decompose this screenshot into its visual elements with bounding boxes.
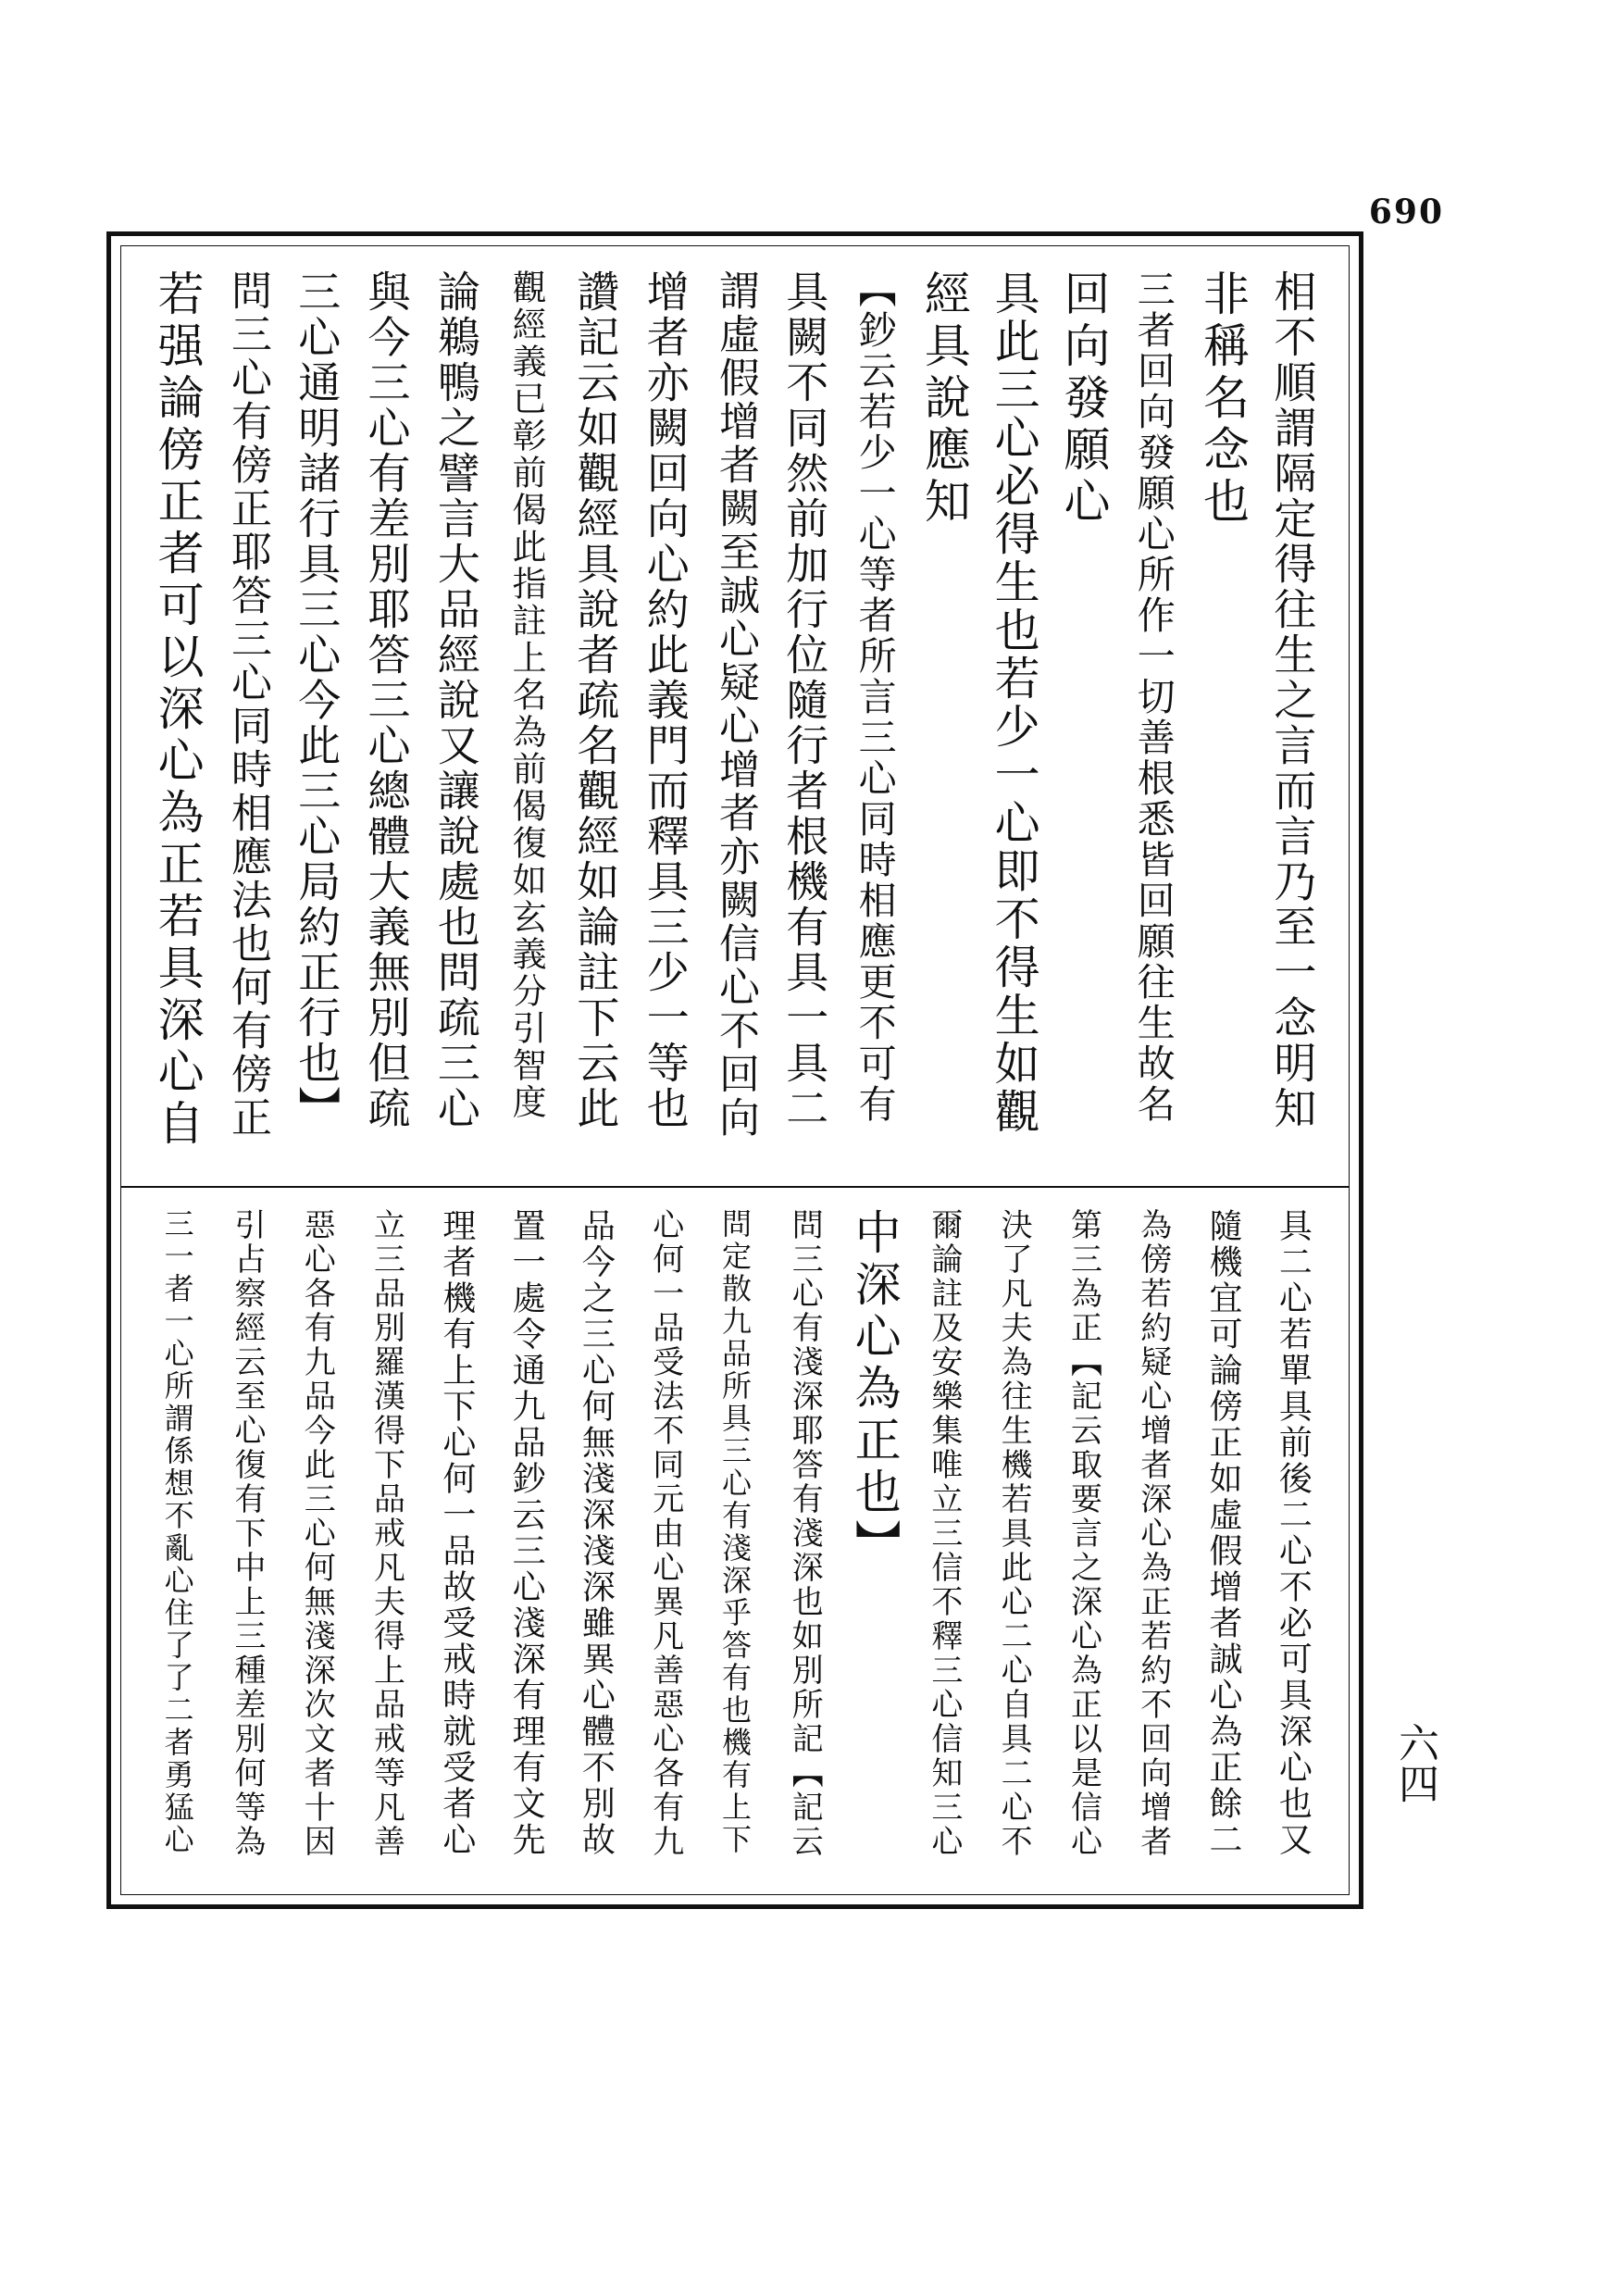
text-column: 三一者一心所謂係想不亂心住了了二者勇猛心 <box>159 1208 195 1856</box>
text-column: 心何一品受法不同元由心異凡善惡心各有九 <box>646 1208 684 1859</box>
bottom-text-block <box>143 1208 1327 1877</box>
text-column: 中深心為正也】 <box>847 1208 902 1571</box>
text-column: 謂虛假增者闕至誠心疑心增者亦闕信心不回向 <box>712 269 759 1140</box>
text-column: 立三品別羅漢得下品戒凡夫得上品戒等凡善 <box>367 1208 405 1859</box>
text-column: 理者機有上下心何一品故受戒時就受者心 <box>437 1208 476 1858</box>
text-column: 具二心若單具前後二心不必可具深心也又 <box>1274 1208 1313 1858</box>
text-column: 為傍若約疑心增者深心為正若約不回向增者 <box>1134 1208 1172 1859</box>
text-column: 具此三心必得生也若少一心即不得生如觀 <box>988 269 1041 1136</box>
text-column: 爾論註及安樂集唯立三信不釋三心信知三心 <box>925 1208 963 1859</box>
text-column: 經具說應知 <box>916 269 971 529</box>
text-column: 觀經義已彰前偈此指註上名為前偈復如玄義分引智度 <box>506 269 547 1121</box>
text-column: 論鵜鴨之譬言大品經說又讓說處也問疏三心 <box>430 269 481 1131</box>
text-column: 與今三心有差別耶答三心總體大義無別但疏 <box>361 269 412 1131</box>
text-column: 問三心有傍正耶答三心同時相應法也何有傍正 <box>223 269 271 1140</box>
block-divider <box>120 1186 1350 1188</box>
text-column: 具闕不同然前加行位隨行者根機有具一具二 <box>779 269 830 1131</box>
top-text-block <box>143 269 1327 1160</box>
side-page-number: 六四 <box>1391 1722 1438 1803</box>
text-column: 隨機宜可論傍正如虛假增者誠心為正餘二 <box>1204 1208 1243 1858</box>
page-number: 690 <box>1368 193 1444 231</box>
text-column: 惡心各有九品今此三心何無淺深次文者十因 <box>298 1208 336 1859</box>
text-column: 問定散九品所具三心有淺深乎答有也機有上下 <box>717 1208 753 1856</box>
text-column: 若强論傍正者可以深心為正若具深心自 <box>150 269 205 1151</box>
text-column: 三心通明諸行具三心今此三心局約正行也】 <box>292 269 342 1131</box>
text-column: 三者回向發願心所作一切善根悉皆回願往生故名 <box>1130 269 1176 1125</box>
text-column: 非稱名念也 <box>1196 269 1251 529</box>
text-column: 相不順謂隔定得往生之言而言乃至一念明知 <box>1267 269 1318 1131</box>
text-column: 第三為正【記云取要言之深心為正以是信心 <box>1064 1208 1102 1859</box>
text-column: 置一處令通九品鈔云三心淺深有理有文先 <box>507 1208 546 1858</box>
text-column: 品今之三心何無淺深淺深雖異心體不別故 <box>577 1208 616 1858</box>
text-column: 問三心有淺深耶答有淺深也如別所記【記云 <box>786 1208 824 1859</box>
text-column: 增者亦闕回向心約此義門而釋具三少一等也 <box>640 269 691 1131</box>
text-column: 決了凡夫為往生機若具此心二心自具二心不 <box>995 1208 1033 1859</box>
text-column: 引占察經云至心復有下中上三種差別何等為 <box>228 1208 266 1859</box>
text-column: 回向發願心 <box>1056 269 1111 529</box>
text-frame <box>106 231 1363 1909</box>
text-column: 讚記云如觀經具說者疏名觀經如論註下云此 <box>570 269 621 1131</box>
text-column: 【鈔云若少一心等者所言三心同時相應更不可有 <box>852 269 897 1125</box>
